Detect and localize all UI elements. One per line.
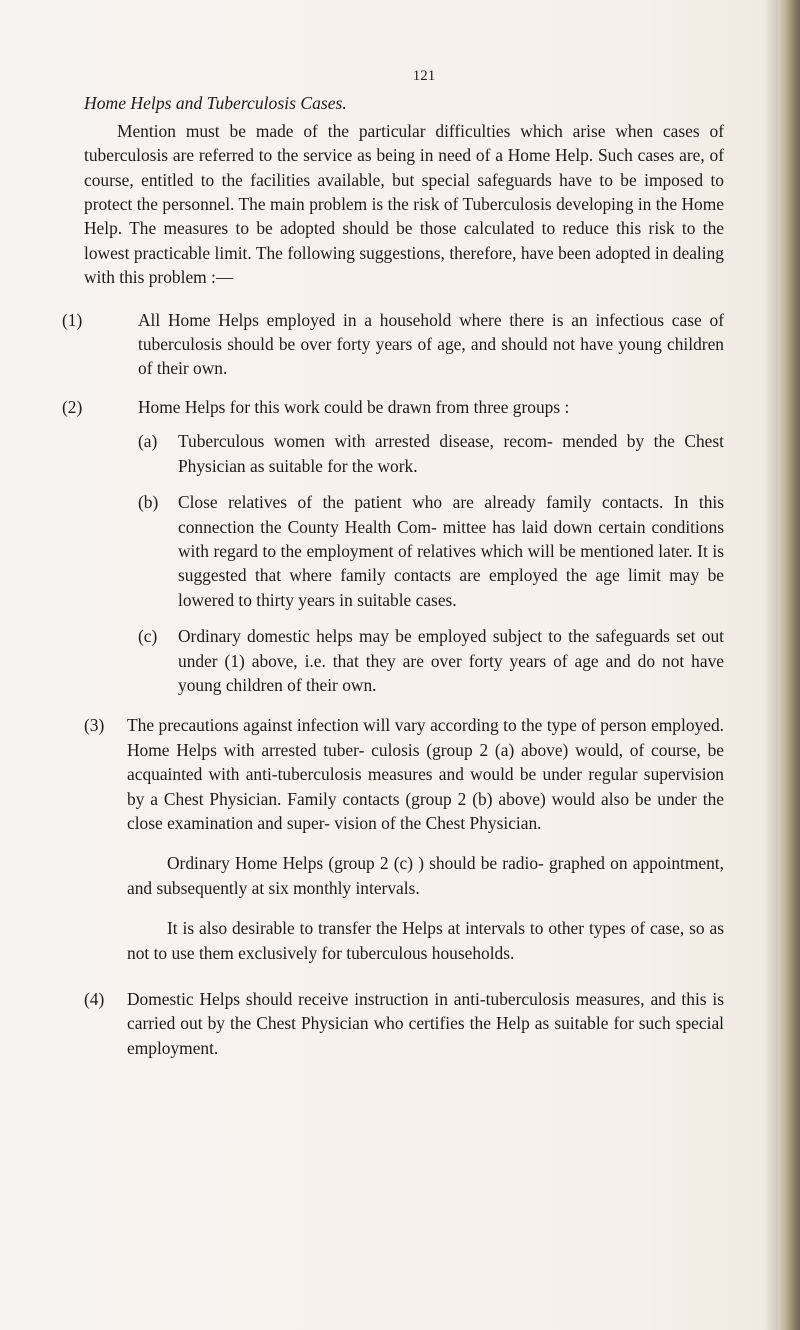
item-paragraph-2: Ordinary Home Helps (group 2 (c) ) should be radio- graphed on appointment, and subsequently at six monthly intervals.	[127, 853, 724, 898]
item-text: Domestic Helps should receive instruction in anti-tuberculosis measures, and this is carried out by the Chest Physician who certifies the Help as suitable for such special employment.	[127, 989, 724, 1058]
list-item-4	[84, 987, 724, 1060]
sub-item-letter: (c)	[138, 626, 158, 647]
list-item-2	[62, 395, 724, 697]
binding-shadow	[764, 0, 778, 1330]
sub-item-text: Ordinary domestic helps may be employed subject to the safeguards set out under (1) above, i.e. that they are over forty years of age and do not have young children of their own.	[178, 626, 724, 695]
sub-item-letter: (b)	[138, 492, 159, 513]
item-text: All Home Helps employed in a household where there is an infectious case of tuberculosis should be over forty years of age, and should not have young children of their own.	[138, 309, 724, 379]
item-paragraph-3: It is also desirable to transfer the Helps at intervals to other types of case, so as not to use them exclusively for tuberculous households.	[127, 918, 724, 963]
list-item-3	[84, 713, 724, 965]
item-number: (3)	[84, 715, 105, 736]
sub-item-c	[138, 624, 724, 697]
item-text: The precautions against infection will vary according to the type of person employed. Home Helps with arrested tuber- culosis (group 2 (a) above) would, of course, be acquainted with anti-tuberculosis measures and would be under regular supervision by a Chest Physician. Family contacts (group 2 (b) above) would also be under the close examination and super- vision of the Chest Physician.	[127, 715, 724, 833]
item-number: (4)	[84, 989, 105, 1009]
intro-paragraph: Mention must be made of the particular difficulties which arise when cases of tuberculosis are referred to the service as being in need of a Home Help. Such cases are, of course, entitled to the facilities available, but special safeguards have to be imposed to protect the personnel. The main problem is the risk of Tuberculosis developing in the Home Help. The measures to be adopted should be those calculated to reduce this risk to the lowest practicable limit. The following suggestions, therefore, have been adopted in dealing with this problem :—	[84, 120, 724, 288]
item-number: (2)	[62, 396, 83, 417]
page-content	[62, 64, 724, 1074]
sub-item-b	[138, 490, 724, 612]
section-heading: Home Helps and Tuberculosis Cases.	[84, 93, 347, 114]
item-text: Home Helps for this work could be drawn from three groups :	[138, 396, 570, 417]
list-item-1	[62, 308, 724, 381]
item-number: (1)	[62, 309, 83, 330]
sub-item-text: Close relatives of the patient who are already family contacts. In this connection the County Health Com- mittee has laid down certain conditions with regard to the employment of relatives which will be mentioned later. It is suggested that where family contacts are employed the age limit may be lowered to thirty years in suitable cases.	[178, 492, 724, 610]
sub-item-letter: (a)	[138, 431, 158, 452]
page-binding-edge	[778, 0, 800, 1330]
sub-item-a	[138, 429, 724, 478]
page-number: 121	[412, 68, 436, 84]
sub-item-text: Tuberculous women with arrested disease, recom- mended by the Chest Physician as suitable for the work.	[178, 431, 724, 476]
